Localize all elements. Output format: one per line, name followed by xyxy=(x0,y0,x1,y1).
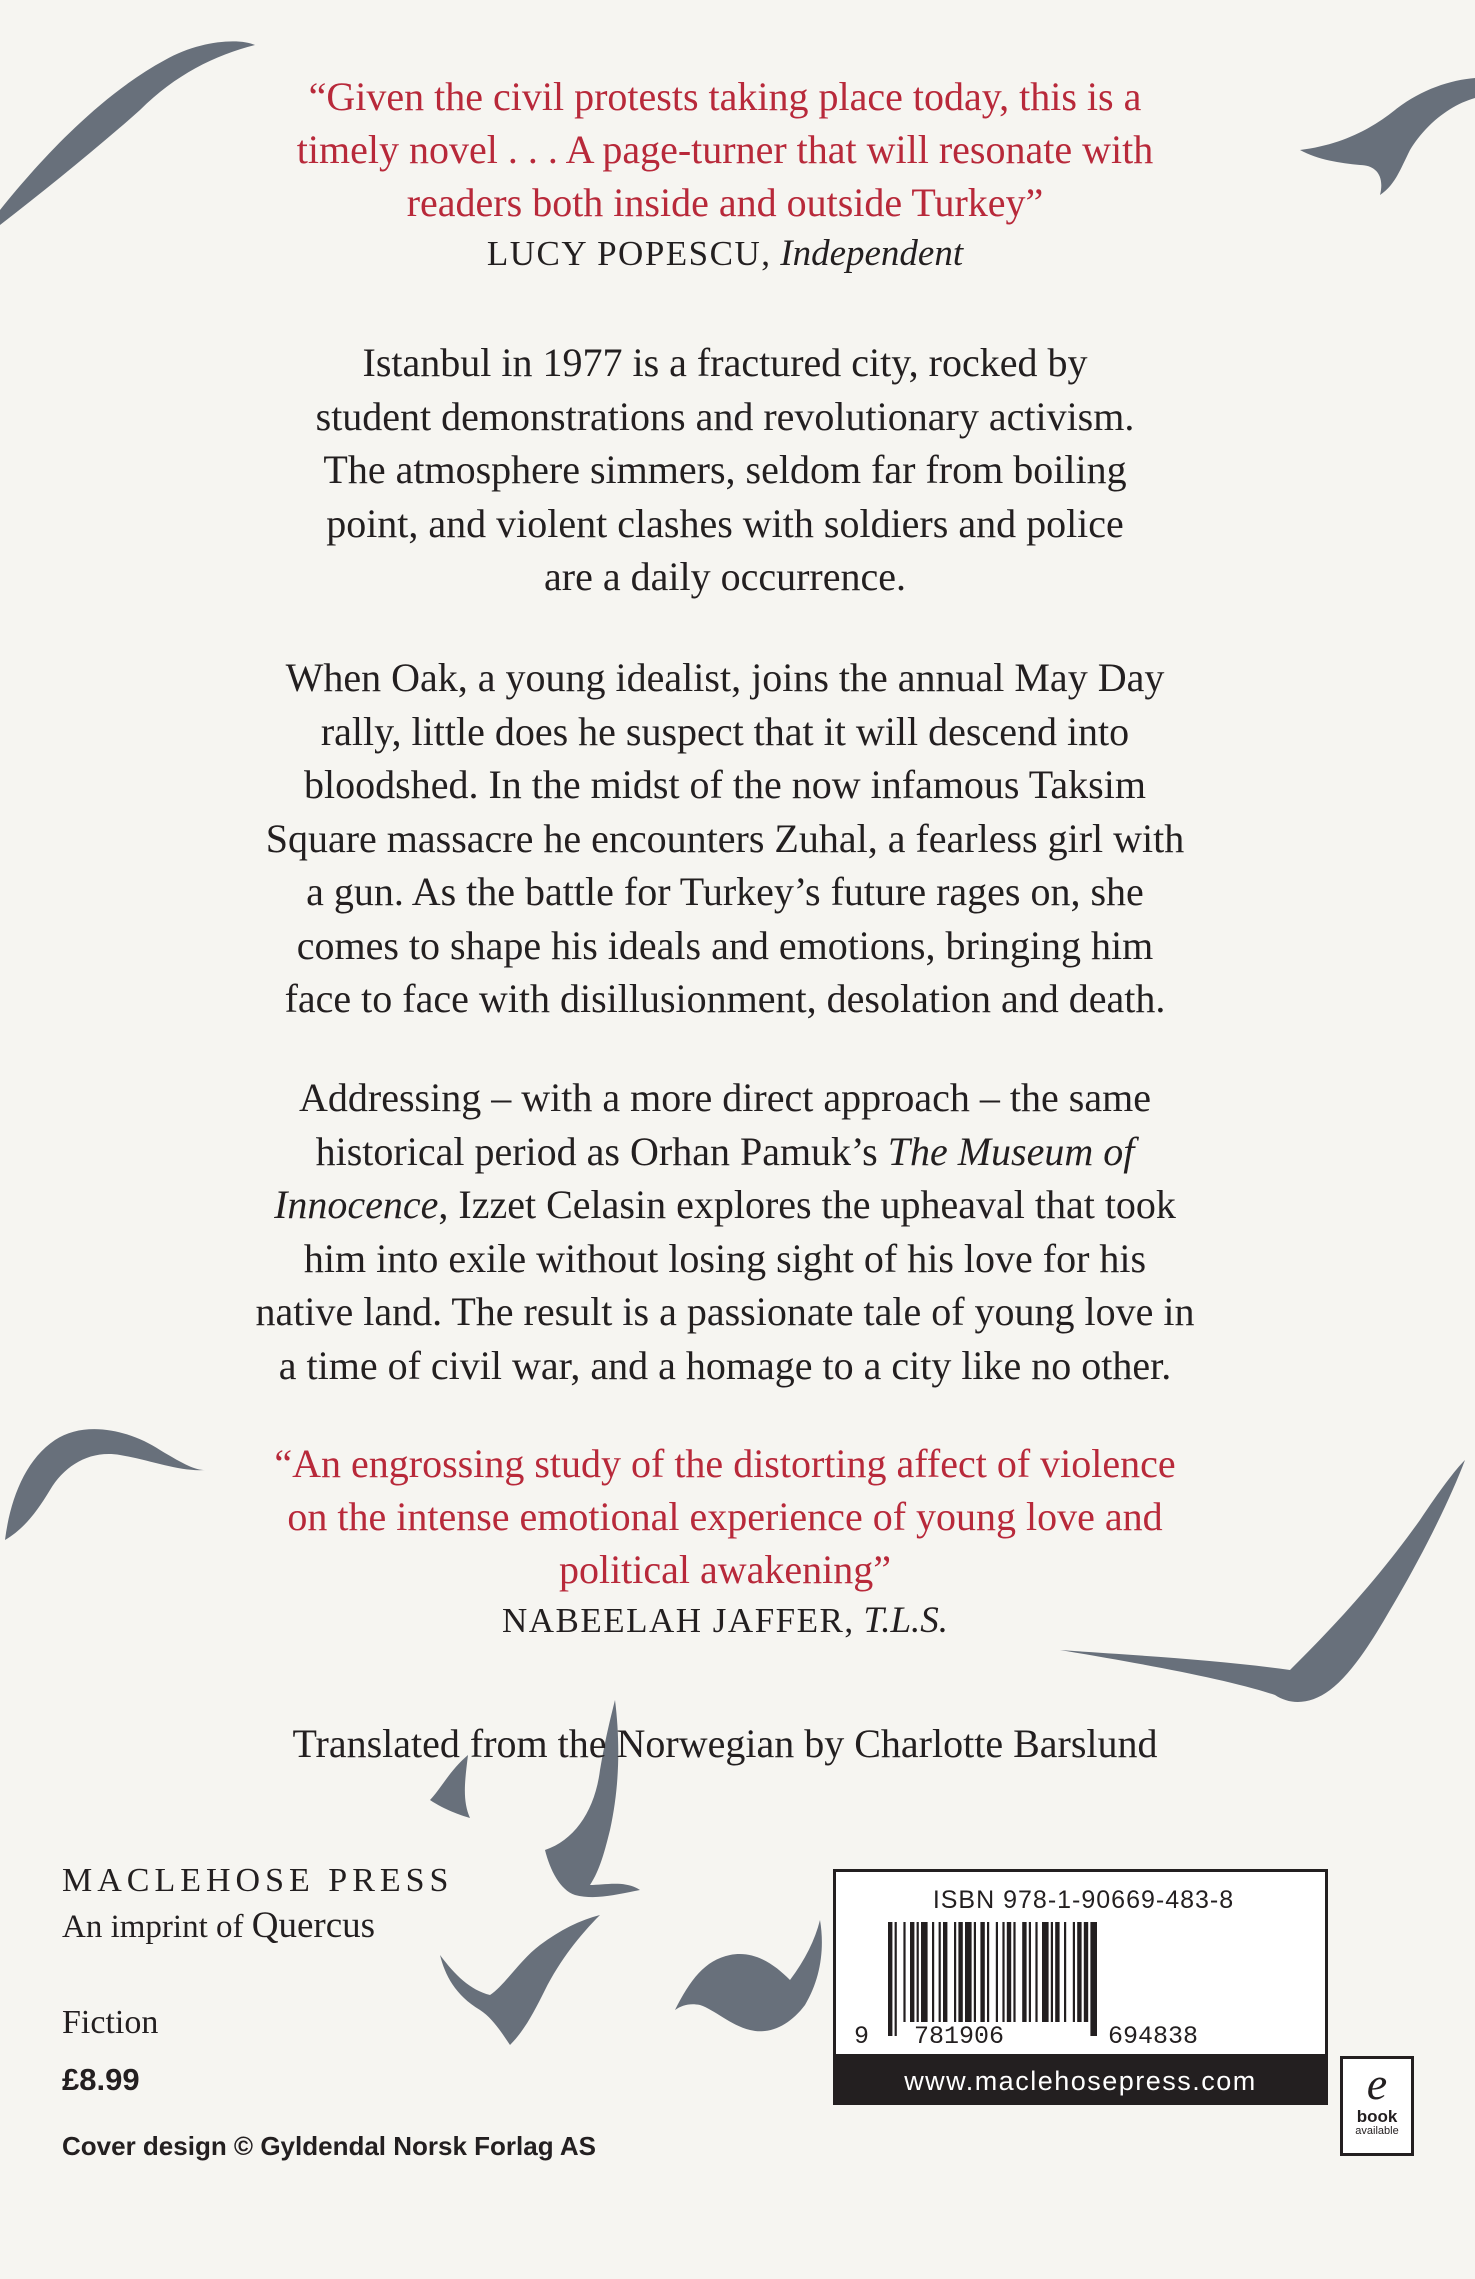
ean-first-digit: 9 xyxy=(854,2022,870,2051)
publisher-website: www.maclehosepress.com xyxy=(833,2057,1328,2105)
book-title: Innocence xyxy=(274,1182,439,1227)
barcode-bar xyxy=(1051,1922,1053,2022)
barcode-bar xyxy=(1013,1922,1015,2022)
text-line: face to face with disillusionment, desolation and death. xyxy=(284,976,1166,1021)
quote-line: readers both inside and outside Turkey” xyxy=(406,180,1044,225)
text-line xyxy=(180,1178,1270,1232)
barcode-bar xyxy=(965,1922,972,2022)
barcode-bar xyxy=(921,1922,928,2022)
quote-line: timely novel . . . A page-turner that will resonate with xyxy=(296,127,1154,172)
text-line: When Oak, a young idealist, joins the annual May Day xyxy=(285,655,1165,700)
text-line: student demonstrations and revolutionary activism. xyxy=(315,393,1135,439)
barcode-bar xyxy=(974,1922,976,2022)
text-line: point, and violent clashes with soldiers and police xyxy=(326,500,1124,546)
text-line: The atmosphere simmers, seldom far from boiling xyxy=(323,447,1127,492)
barcode-bar xyxy=(932,1922,934,2022)
barcode-bar xyxy=(996,1922,998,2036)
book-title: The Museum of xyxy=(887,1128,1135,1174)
quote-line: “Given the civil protests taking place today, this is a xyxy=(308,74,1142,119)
barcode-bar xyxy=(1055,1922,1059,2022)
barcode-bar xyxy=(1077,1922,1081,2022)
barcode-bar xyxy=(1002,1922,1004,2022)
text-line xyxy=(180,1125,1270,1179)
quote-line: “An engrossing study of the distorting affect of violence xyxy=(274,1441,1176,1486)
barcode-bars xyxy=(888,1922,1288,2036)
text-segment: , Izzet Celasin explores the upheaval that took xyxy=(438,1182,1176,1227)
text-line: a gun. As the battle for Turkey’s future rages on, she xyxy=(306,869,1144,914)
bird-icon xyxy=(5,1429,205,1540)
text-segment: historical period as Orhan Pamuk’s xyxy=(315,1128,888,1174)
blurb-paragraph-3 xyxy=(180,1071,1270,1392)
publication-name: Independent xyxy=(780,233,964,274)
barcode-bar xyxy=(1084,1922,1088,2022)
barcode-bar xyxy=(958,1922,962,2022)
review-quote-bottom xyxy=(180,1437,1270,1646)
barcode-bar xyxy=(943,1922,947,2022)
ean-group-1: 781906 xyxy=(914,2022,1005,2051)
genre-label: Fiction xyxy=(62,2004,159,2041)
barcode-bar xyxy=(1007,1922,1011,2022)
ebook-available-badge xyxy=(1340,2056,1414,2156)
text-line: comes to shape his ideals and emotions, bringing him xyxy=(296,922,1154,968)
isbn-label: ISBN 978-1-90669-483-8 xyxy=(932,1886,1235,1914)
translator-credit: Translated from the Norwegian by Charlotte Barslund xyxy=(292,1721,1158,1766)
barcode-bar xyxy=(895,1922,897,2036)
barcode-bar xyxy=(954,1922,956,2022)
text-line: Square massacre he encounters Zuhal, a fearless girl with xyxy=(265,815,1185,861)
review-quote-top xyxy=(180,70,1270,279)
publisher-name: MACLEHOSE PRESS xyxy=(62,1862,454,1899)
reviewer-name: LUCY POPESCU, xyxy=(486,234,772,273)
barcode-bar xyxy=(888,1922,892,2036)
barcode-bar xyxy=(1090,1922,1097,2036)
barcode-bar xyxy=(1022,1922,1026,2022)
text-line: him into exile without losing sight of his love for his xyxy=(303,1235,1147,1281)
text-line: rally, little does he suspect that it will descend into xyxy=(320,708,1130,754)
text-line: a time of civil war, and a homage to a city like no other. xyxy=(278,1342,1172,1388)
publisher-block xyxy=(62,1862,453,1947)
barcode-bar xyxy=(939,1922,941,2022)
imprint-prefix: An imprint of xyxy=(62,1909,244,1945)
bird-icon xyxy=(1300,78,1475,195)
cover-design-credit: Cover design © Gyldendal Norsk Forlag AS xyxy=(62,2131,596,2161)
barcode-bar xyxy=(1042,1922,1049,2022)
ebook-icon: e xyxy=(1366,2058,1388,2109)
barcode-bar xyxy=(987,1922,989,2022)
barcode-bar xyxy=(903,1922,905,2022)
barcode-bar xyxy=(1073,1922,1075,2022)
publisher-imprint xyxy=(62,1904,453,1947)
text-line: Addressing – with a more direct approach – the same xyxy=(299,1075,1151,1120)
bird-icon xyxy=(675,1920,822,2031)
barcode-bar xyxy=(1029,1922,1031,2022)
ebook-subtext: available xyxy=(1355,2125,1399,2137)
ean-group-2: 694838 xyxy=(1108,2022,1199,2051)
bird-icon xyxy=(440,1915,600,2045)
ebook-text: book xyxy=(1356,2107,1398,2126)
text-line: are a daily occurrence. xyxy=(544,554,906,599)
quote-attribution xyxy=(180,229,1270,279)
barcode-bar xyxy=(917,1922,919,2022)
blurb-paragraph-2 xyxy=(180,651,1270,1026)
text-line: Istanbul in 1977 is a fractured city, rocked by xyxy=(362,340,1088,385)
publication-name: T.L.S. xyxy=(863,1600,949,1641)
quote-attribution xyxy=(180,1596,1270,1646)
reviewer-name: NABEELAH JAFFER, xyxy=(501,1601,855,1640)
text-line: bloodshed. In the midst of the now infamous Taksim xyxy=(304,762,1146,807)
isbn-barcode xyxy=(833,1869,1328,2057)
text-line: native land. The result is a passionate tale of young love in xyxy=(255,1289,1195,1334)
quote-line: on the intense emotional experience of young love and xyxy=(287,1494,1163,1539)
price-label: £8.99 xyxy=(62,2062,140,2097)
barcode-bar xyxy=(1035,1922,1037,2022)
blurb-paragraph-1 xyxy=(180,336,1270,604)
barcode-bar xyxy=(1064,1922,1066,2022)
barcode-bar xyxy=(980,1922,984,2022)
imprint-name: Quercus xyxy=(251,1905,376,1946)
quote-line: political awakening” xyxy=(558,1547,892,1592)
barcode-bar xyxy=(910,1922,914,2022)
